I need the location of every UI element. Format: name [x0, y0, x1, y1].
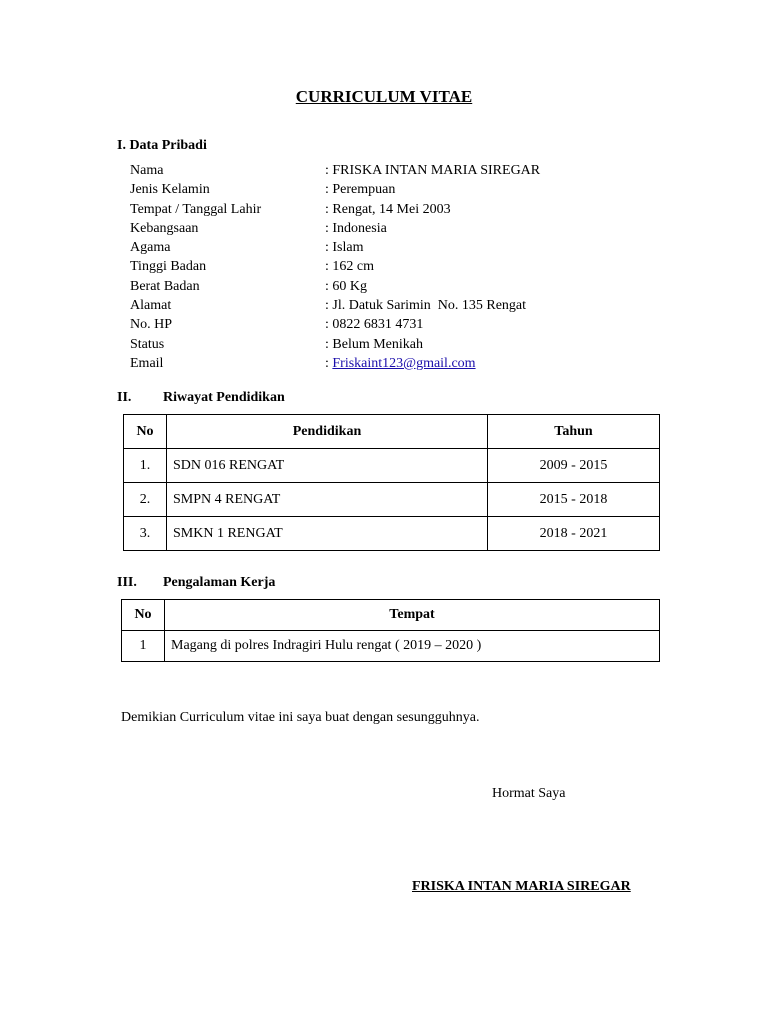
regards-text: Hormat Saya	[492, 786, 566, 801]
work-experience-table	[121, 599, 660, 662]
value-email	[325, 356, 476, 372]
cell-no: 3.	[124, 517, 167, 551]
label-no-hp: No. HP	[130, 317, 173, 332]
section-number-work: III.	[117, 575, 137, 590]
cell-no: 1.	[124, 449, 167, 483]
value-agama: : Islam	[325, 240, 364, 255]
section-heading-work: Pengalaman Kerja	[163, 575, 276, 590]
label-agama: Agama	[130, 240, 171, 255]
label-kebangsaan: Kebangsaan	[130, 221, 199, 236]
header-pendidikan: Pendidikan	[167, 415, 488, 449]
email-link[interactable]: Friskaint123@gmail.com	[332, 356, 476, 371]
document-title: CURRICULUM VITAE	[295, 87, 473, 106]
value-tinggi-badan: : 162 cm	[325, 259, 374, 274]
value-status: : Belum Menikah	[325, 337, 423, 352]
cell-no: 2.	[124, 483, 167, 517]
value-kebangsaan: : Indonesia	[325, 221, 387, 236]
cell-year: 2009 - 2015	[488, 449, 660, 483]
label-alamat: Alamat	[130, 298, 172, 313]
table-row	[124, 449, 660, 483]
label-berat-badan: Berat Badan	[130, 279, 200, 294]
cell-school: SMPN 4 RENGAT	[167, 483, 488, 517]
table-header-row	[124, 415, 660, 449]
label-email: Email	[130, 356, 164, 371]
table-header-row	[122, 600, 660, 631]
cell-school: SMKN 1 RENGAT	[167, 517, 488, 551]
header-no: No	[122, 600, 165, 631]
closing-statement: Demikian Curriculum vitae ini saya buat dengan sesungguhnya.	[121, 710, 480, 725]
label-jenis-kelamin: Jenis Kelamin	[130, 182, 210, 197]
section-heading-personal-data: I. Data Pribadi	[117, 138, 207, 153]
cell-place: Magang di polres Indragiri Hulu rengat ( 2019 – 2020 )	[165, 631, 660, 662]
value-nama: : FRISKA INTAN MARIA SIREGAR	[325, 163, 541, 178]
education-table	[123, 414, 660, 551]
cell-no: 1	[122, 631, 165, 662]
cell-year: 2015 - 2018	[488, 483, 660, 517]
cell-school: SDN 016 RENGAT	[167, 449, 488, 483]
label-nama: Nama	[130, 163, 164, 178]
value-jenis-kelamin: : Perempuan	[325, 182, 396, 197]
value-alamat: : Jl. Datuk Sarimin No. 135 Rengat	[325, 298, 527, 313]
table-row	[124, 517, 660, 551]
table-row	[122, 631, 660, 662]
label-tinggi-badan: Tinggi Badan	[130, 259, 207, 274]
header-no: No	[124, 415, 167, 449]
header-tempat: Tempat	[165, 600, 660, 631]
value-no-hp: : 0822 6831 4731	[325, 317, 424, 332]
header-tahun: Tahun	[488, 415, 660, 449]
signature-name: FRISKA INTAN MARIA SIREGAR	[412, 879, 631, 894]
section-heading-education: Riwayat Pendidikan	[163, 390, 285, 405]
label-status: Status	[130, 337, 165, 352]
email-prefix: :	[325, 356, 333, 371]
table-row	[124, 483, 660, 517]
value-tempat-tanggal-lahir: : Rengat, 14 Mei 2003	[325, 202, 451, 217]
label-tempat-tanggal-lahir: Tempat / Tanggal Lahir	[130, 202, 262, 217]
cell-year: 2018 - 2021	[488, 517, 660, 551]
section-number-education: II.	[117, 390, 132, 405]
value-berat-badan: : 60 Kg	[325, 279, 367, 294]
